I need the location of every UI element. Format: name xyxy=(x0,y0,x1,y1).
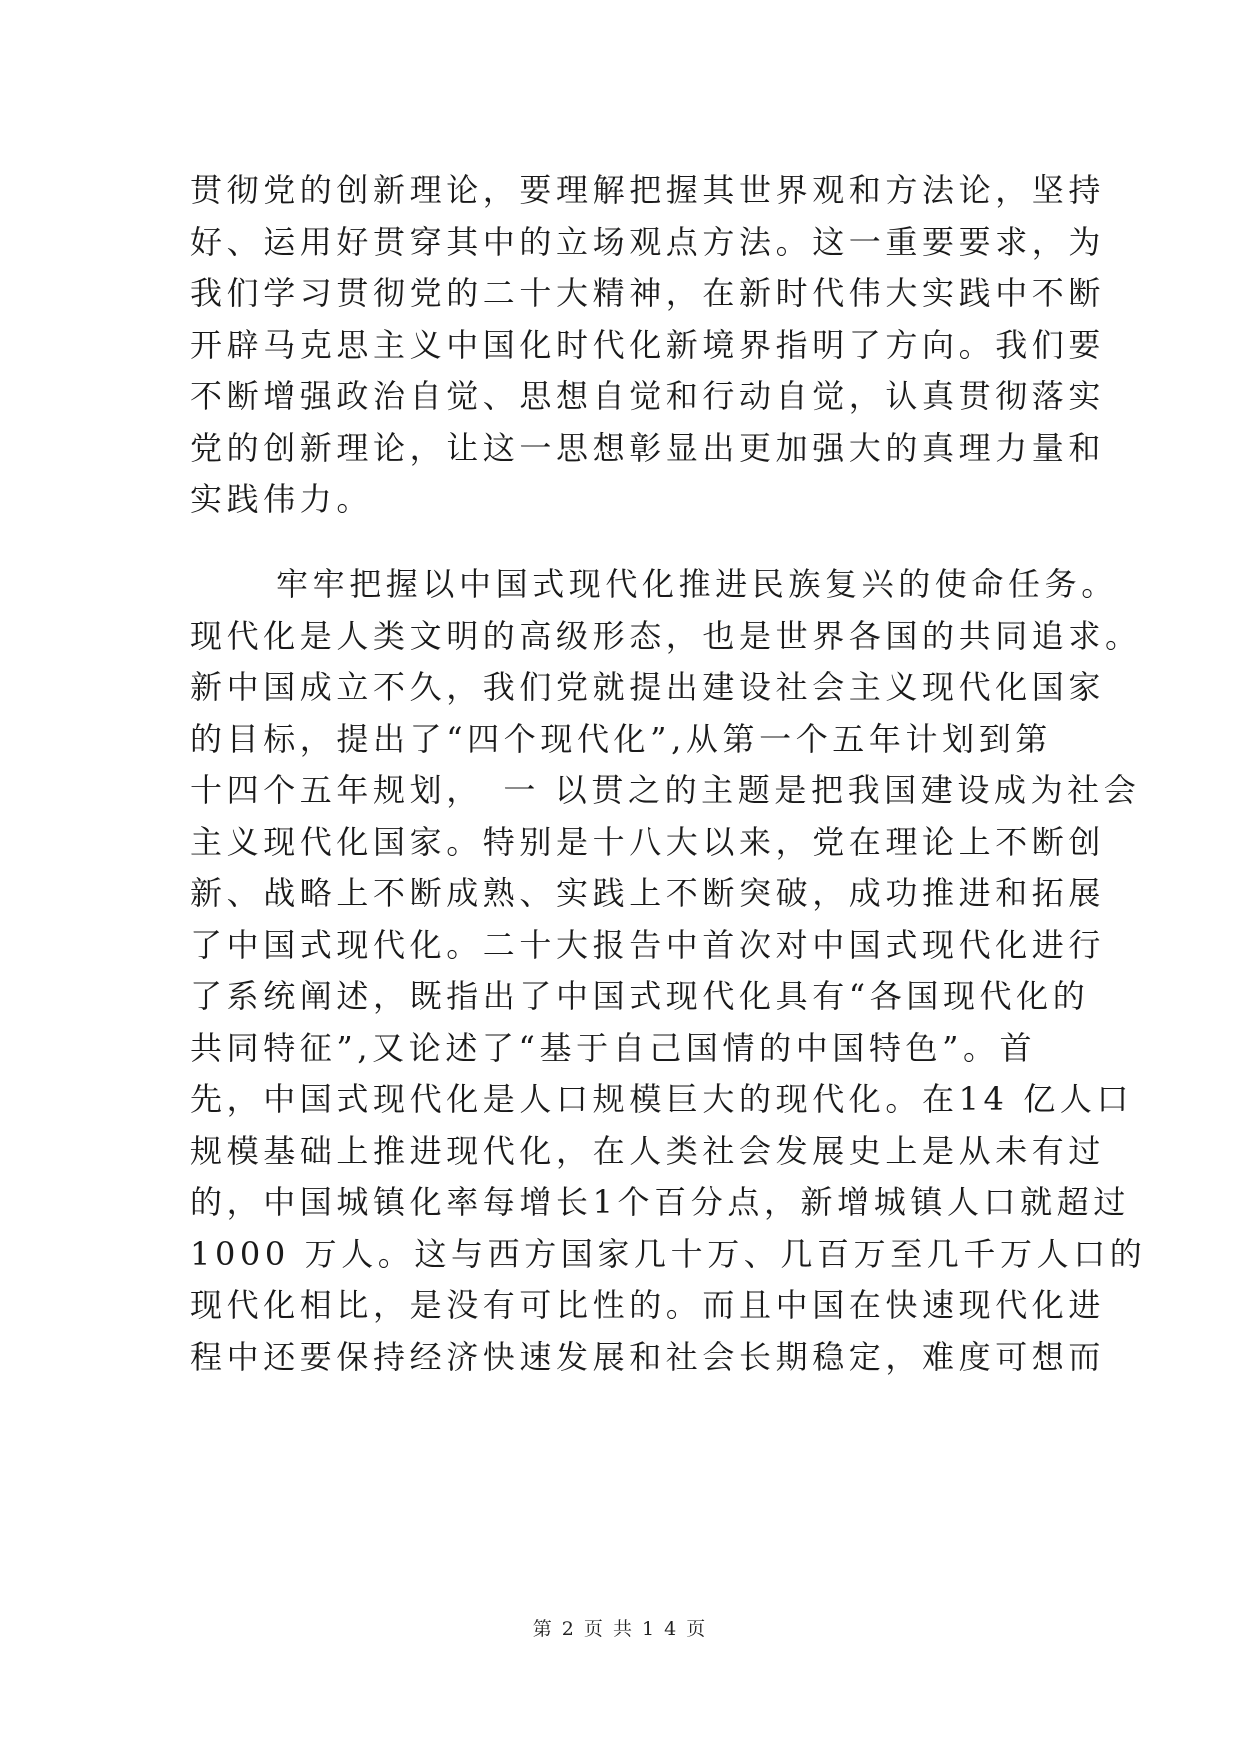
paragraph-line: 十四个五年规划， 一 以贯之的主题是把我国建设成为社会 xyxy=(190,771,1141,809)
paragraph-line: 贯彻党的创新理论，要理解把握其世界观和方法论，坚持 xyxy=(190,171,1106,209)
paragraph-line: 规模基础上推进现代化，在人类社会发展史上是从未有过 xyxy=(190,1131,1106,1170)
paragraph-line: 程中还要保持经济快速发展和社会长期稳定，难度可想而 xyxy=(190,1337,1106,1376)
paragraph-line: 现代化是人类文明的高级形态，也是世界各国的共同追求。 xyxy=(190,616,1142,655)
paragraph-line: 共同特征”,又论述了“基于自己国情的中国特色”。首 xyxy=(190,1028,1037,1067)
paragraph-2 xyxy=(190,559,1147,1383)
page-number-footer: 第 2 页 共 1 4 页 xyxy=(532,1618,708,1640)
paragraph-line: 了系统阐述，既指出了中国式现代化具有“各国现代化的 xyxy=(190,977,1090,1015)
paragraph-line: 开辟马克思主义中国化时代化新境界指明了方向。我们要 xyxy=(190,325,1106,364)
paragraph-line: 主义现代化国家。特别是十八大以来，党在理论上不断创 xyxy=(190,822,1106,861)
paragraph-line: 实践伟力。 xyxy=(190,480,374,518)
paragraph-line: 的目标，提出了“四个现代化”,从第一个五年计划到第 xyxy=(190,719,1052,758)
paragraph-line: 新中国成立不久，我们党就提出建设社会主义现代化国家 xyxy=(190,668,1106,706)
paragraph-line: 新、战略上不断成熟、实践上不断突破，成功推进和拓展 xyxy=(190,874,1106,912)
paragraph-line: 现代化相比，是没有可比性的。而且中国在快速现代化进 xyxy=(190,1286,1106,1324)
paragraph-line: 党的创新理论，让这一思想彰显出更加强大的真理力量和 xyxy=(190,428,1106,467)
paragraph-line: 好、运用好贯穿其中的立场观点方法。这一重要要求，为 xyxy=(190,222,1106,261)
paragraph-line: 1000 万人。这与西方国家几十万、几百万至几千万人口的 xyxy=(190,1234,1147,1273)
paragraph-1 xyxy=(190,165,1106,526)
paragraph-heading-line: 牢牢把握以中国式现代化推进民族复兴的使命任务。 xyxy=(276,565,1118,603)
paragraph-line: 我们学习贯彻党的二十大精神，在新时代伟大实践中不断 xyxy=(190,274,1106,312)
paragraph-line: 先，中国式现代化是人口规模巨大的现代化。在14 亿人口 xyxy=(190,1080,1134,1118)
paragraph-line: 的，中国城镇化率每增长1个百分点，新增城镇人口就超过 xyxy=(190,1183,1130,1221)
paragraph-line: 不断增强政治自觉、思想自觉和行动自觉，认真贯彻落实 xyxy=(190,377,1106,415)
paragraph-line: 了中国式现代化。二十大报告中首次对中国式现代化进行 xyxy=(190,925,1106,964)
